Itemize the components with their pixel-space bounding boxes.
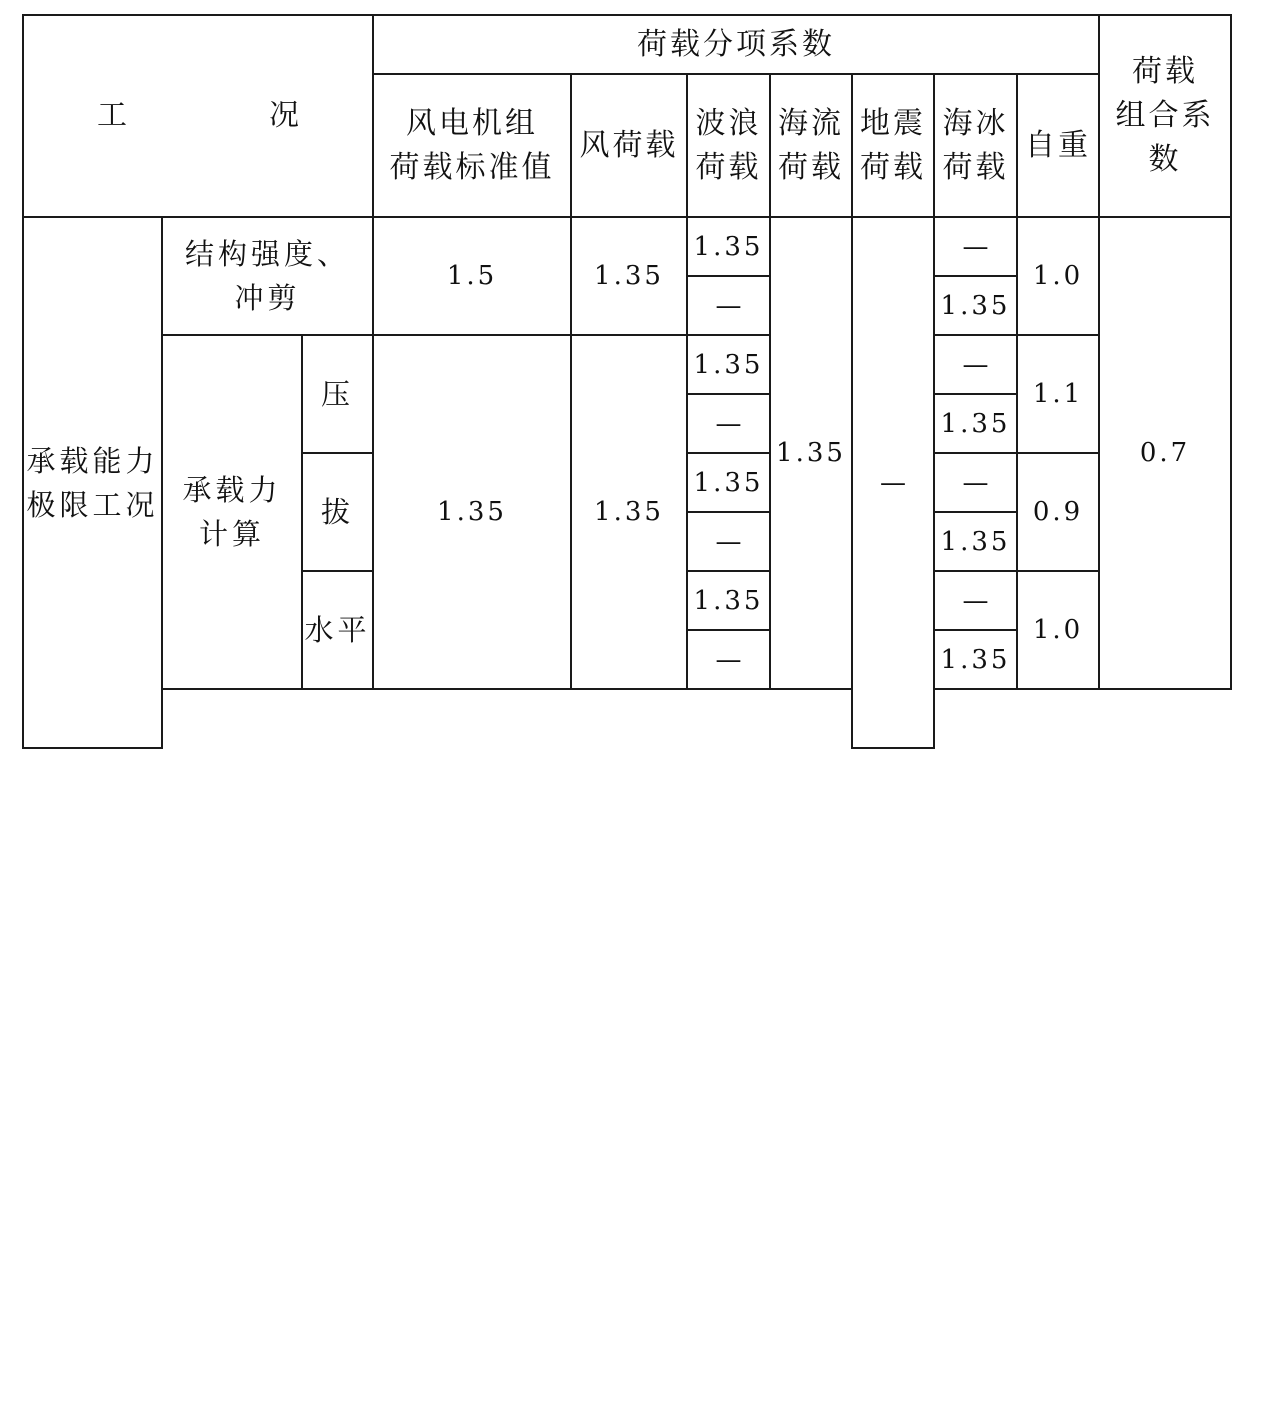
self-weight-header: 自重 bbox=[1017, 74, 1099, 217]
uls-self-weight-value: 1.0 bbox=[1017, 217, 1099, 335]
table-row bbox=[23, 217, 1231, 276]
load-factor-table bbox=[22, 14, 1232, 749]
uls-wave-value: 1.35 bbox=[687, 335, 770, 394]
uls-wave-value: — bbox=[687, 276, 770, 335]
uls-ice-value: 1.35 bbox=[934, 630, 1017, 689]
earthquake-load-header: 地震 荷载 bbox=[852, 74, 934, 217]
uls-compression-label: 压 bbox=[302, 335, 373, 453]
uls-strength-label: 结构强度、 冲剪 bbox=[162, 217, 373, 335]
uls-wave-value: 1.35 bbox=[687, 571, 770, 630]
uls-self-weight-value: 1.0 bbox=[1017, 571, 1099, 689]
uls-current-value: 1.35 bbox=[770, 217, 852, 689]
uls-ice-value: — bbox=[934, 571, 1017, 630]
uls-wave-value: — bbox=[687, 512, 770, 571]
ice-load-header: 海冰 荷载 bbox=[934, 74, 1017, 217]
uls-ice-value: 1.35 bbox=[934, 512, 1017, 571]
uls-capacity-wind-value: 1.35 bbox=[571, 335, 687, 689]
load-factor-group-header: 荷载分项系数 bbox=[373, 15, 1099, 74]
uls-sls-earthquake-value: — bbox=[852, 217, 934, 748]
uls-horizontal-label: 水平 bbox=[302, 571, 373, 689]
wind-load-header: 风荷载 bbox=[571, 74, 687, 217]
uls-ice-value: 1.35 bbox=[934, 276, 1017, 335]
uls-wave-value: — bbox=[687, 630, 770, 689]
uls-self-weight-value: 1.1 bbox=[1017, 335, 1099, 453]
table-row bbox=[23, 335, 1231, 394]
uls-capacity-label: 承载力 计算 bbox=[162, 335, 302, 689]
uls-ice-value: — bbox=[934, 453, 1017, 512]
uls-ice-value: 1.35 bbox=[934, 394, 1017, 453]
combination-factor-header: 荷载 组合系数 bbox=[1099, 15, 1231, 217]
uls-combo-value: 0.7 bbox=[1099, 217, 1231, 689]
uls-condition-label: 承载能力 极限工况 bbox=[23, 217, 162, 748]
uls-capacity-turbine-value: 1.35 bbox=[373, 335, 571, 689]
uls-self-weight-value: 0.9 bbox=[1017, 453, 1099, 571]
uls-uplift-label: 拔 bbox=[302, 453, 373, 571]
current-load-header: 海流 荷载 bbox=[770, 74, 852, 217]
turbine-load-header: 风电机组 荷载标准值 bbox=[373, 74, 571, 217]
header-row-1 bbox=[23, 15, 1231, 74]
uls-wave-value: 1.35 bbox=[687, 453, 770, 512]
uls-wave-value: 1.35 bbox=[687, 217, 770, 276]
uls-ice-value: — bbox=[934, 217, 1017, 276]
uls-ice-value: — bbox=[934, 335, 1017, 394]
condition-header: 工 况 bbox=[23, 15, 373, 217]
table-row bbox=[23, 689, 1231, 748]
uls-strength-wind-value: 1.35 bbox=[571, 217, 687, 335]
uls-strength-turbine-value: 1.5 bbox=[373, 217, 571, 335]
wave-load-header: 波浪 荷载 bbox=[687, 74, 770, 217]
uls-wave-value: — bbox=[687, 394, 770, 453]
